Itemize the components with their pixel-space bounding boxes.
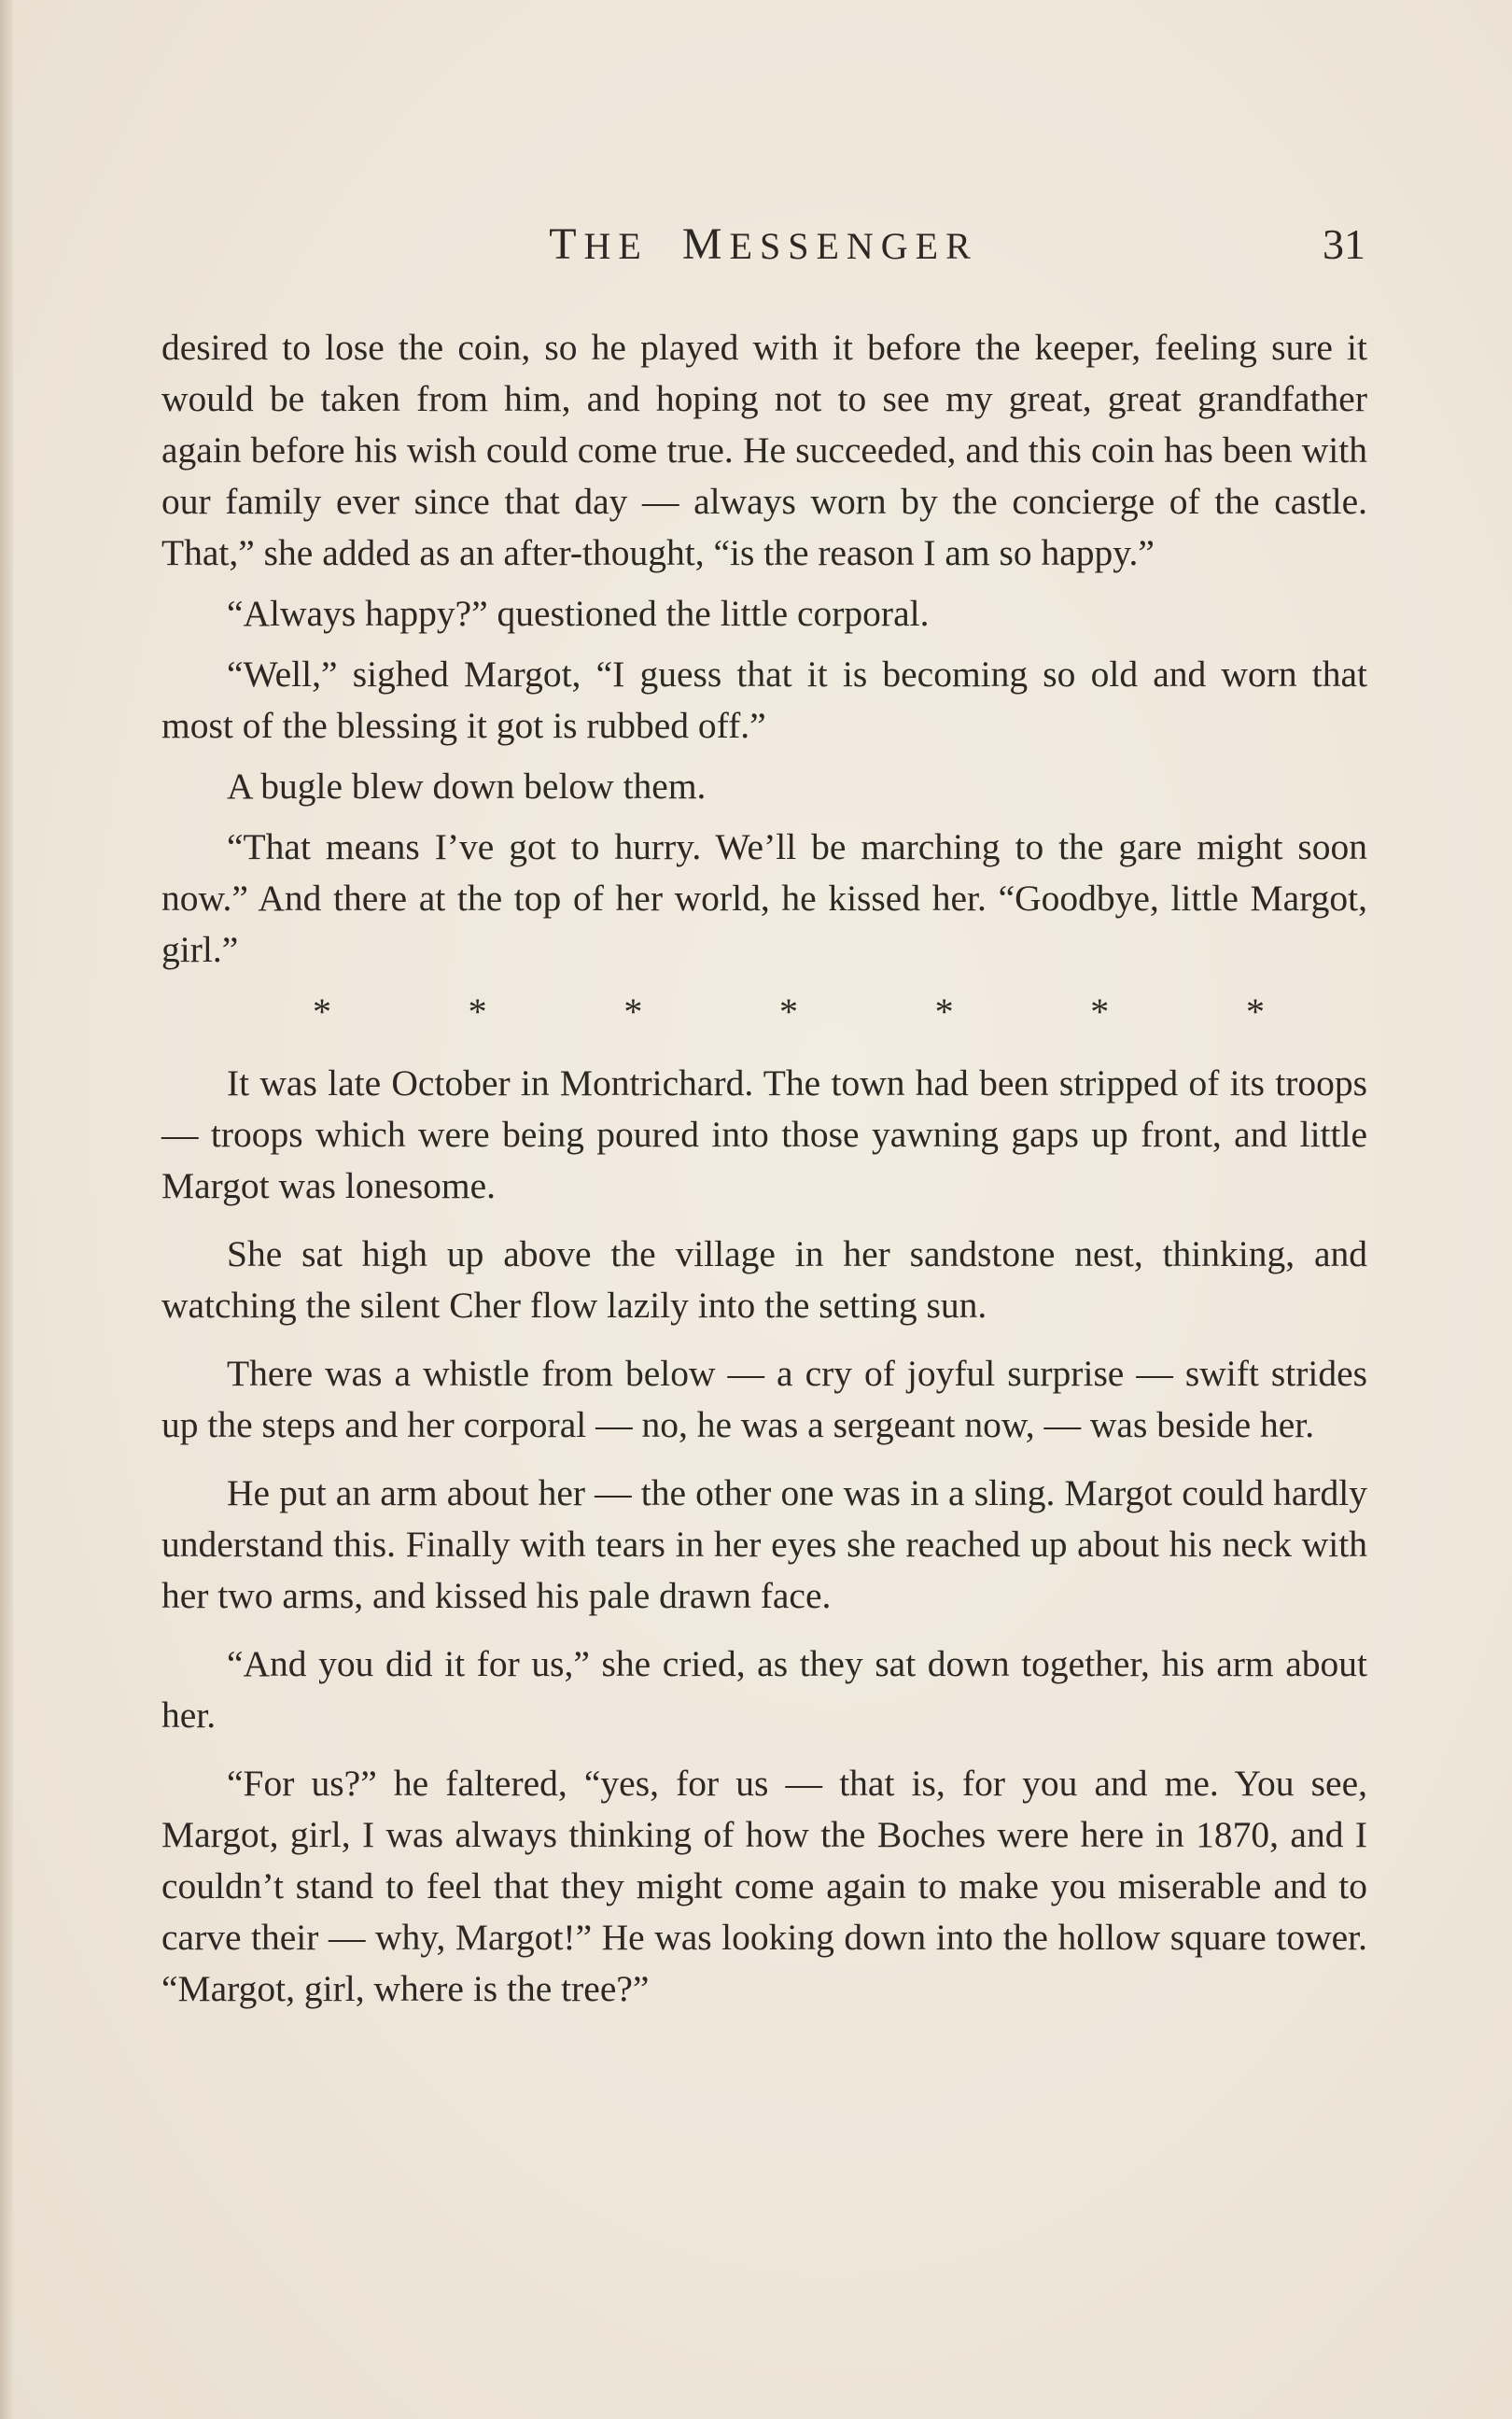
running-head: THE MESSENGER <box>549 219 978 269</box>
paragraph: “Well,” sighed Margot, “I guess that it is becoming so old and worn that most of the blessing it got is rubbed off.” <box>161 654 1367 746</box>
asterisk: * <box>313 991 331 1033</box>
paragraph: It was late October in Montrichard. The town had been stripped of its troops — troops which were being poured into those yawning gaps up front, and little Margot was lonesome. <box>161 1062 1367 1206</box>
page-gutter <box>0 0 13 2419</box>
body-text <box>161 322 1367 2032</box>
asterisk: * <box>468 991 487 1033</box>
asterisk: * <box>934 991 954 1033</box>
asterisk: * <box>1090 991 1110 1033</box>
asterisk: * <box>778 991 798 1033</box>
paragraph: “And you did it for us,” she cried, as they sat down together, his arm about her. <box>161 1643 1367 1736</box>
asterisk: * <box>623 991 643 1033</box>
paragraph: She sat high up above the village in her sandstone nest, thinking, and watching the silent Cher flow lazily into the setting sun. <box>161 1233 1367 1326</box>
paragraph: “For us?” he faltered, “yes, for us — that is, for you and me. You see, Margot, girl, I was always thinking of how the Boches were here in 1870, and I couldn’t stand to feel that they might come again to make you miserable and to carve their — why, Margot!” He was looking down into the hollow square tower. “Margot, girl, where is the tree?” <box>161 1763 1367 2009</box>
section-break <box>161 989 1367 1035</box>
paragraph: “Always happy?” questioned the little corporal. <box>227 593 930 634</box>
paragraph: “That means I’ve got to hurry. We’ll be marching to the gare might soon now.” And there at the top of her world, he kissed her. “Goodbye, little Margot, girl.” <box>161 826 1367 970</box>
paragraph: A bugle blew down below them. <box>227 766 707 807</box>
page-number: 31 <box>1323 220 1365 268</box>
page-header <box>161 217 1365 273</box>
asterisk: * <box>1245 991 1265 1033</box>
paragraph: He put an arm about her — the other one was in a sling. Margot could hardly understand this. Finally with tears in her eyes she reached up about his neck with her two arms, and kissed his pale drawn face. <box>161 1472 1367 1616</box>
paragraph: There was a whistle from below — a cry of joyful surprise — swift strides up the steps and her corporal — no, he was a sergeant now, — was beside her. <box>161 1353 1367 1445</box>
paragraph: desired to lose the coin, so he played with it before the keeper, feeling sure it would be taken from him, and hoping not to see my great, great grandfather again before his wish could come true. He succeeded, and this coin has been with our family ever since that day — always worn by the concierge of the castle. That,” she added as an after-thought, “is the reason I am so happy.” <box>161 327 1367 573</box>
